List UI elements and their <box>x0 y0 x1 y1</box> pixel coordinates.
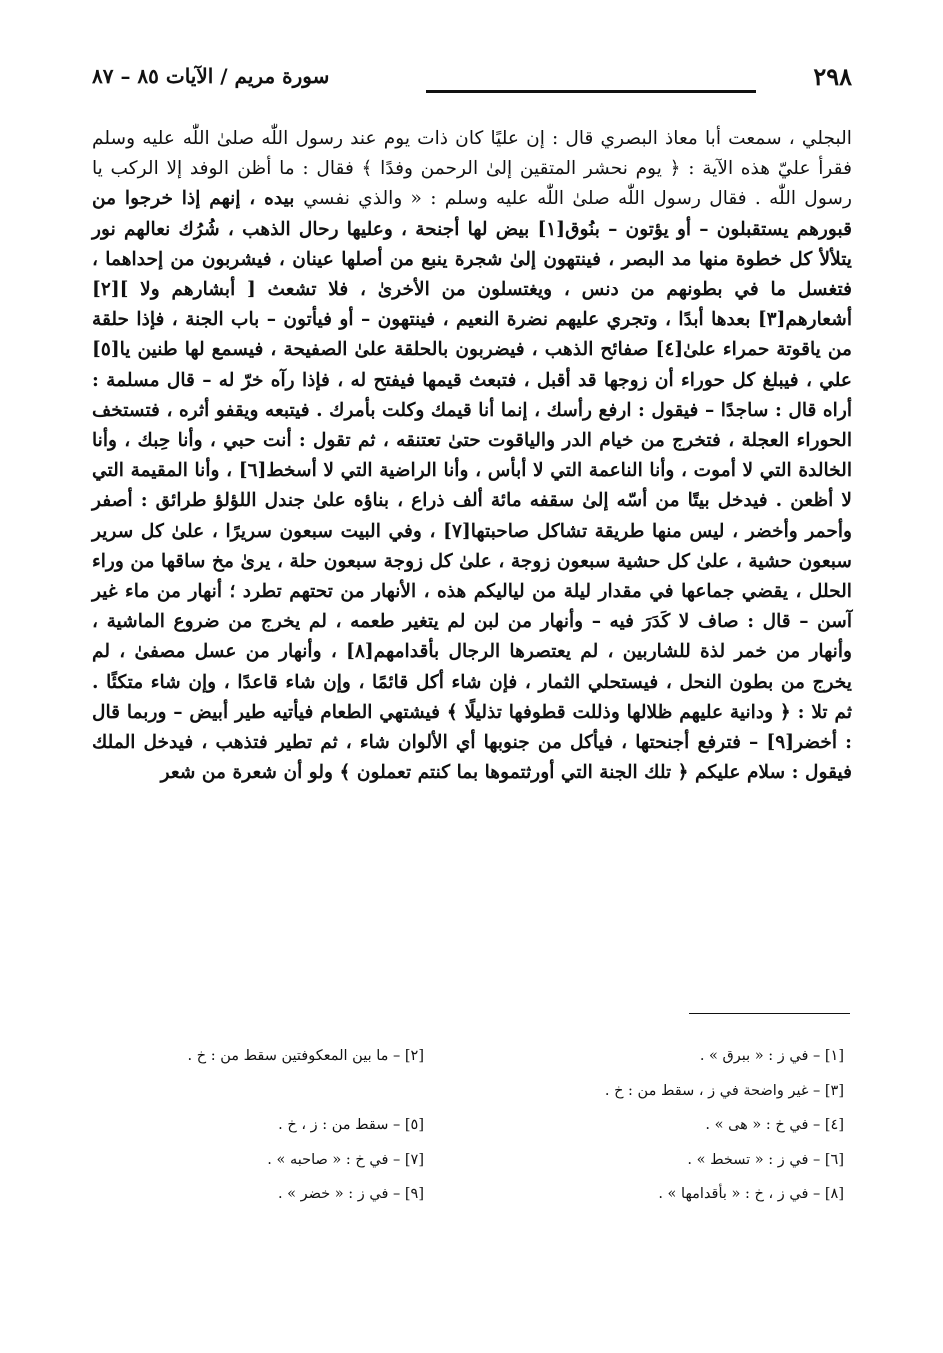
text-line: قائمًا ، وإن شاء قاعدًا ، وإن شاء متكئًا . ثم تلا : ﴿ ودانية عليهم ظلالها وذللت <box>92 671 852 723</box>
footnote: [٣] – غير واضحة في ز ، سقط من : خ . <box>604 1082 844 1099</box>
running-header <box>92 60 852 100</box>
text-line: أجنحتها ، فيأكل من جنوبها أي الألوان شاء ، ثم تطير فتذهب ، فيدخل الملك فيقول : <box>92 732 852 784</box>
header-rule <box>426 90 756 93</box>
text-line: عليه وسلم فقرأ عليّ هذه الآية : ﴿ يوم نحشر المتقين إلىٰ الرحمن وفدًا ﴾ فقال : ما أظن <box>92 128 852 180</box>
text-line: سلام عليكم ﴿ تلك الجنة التي أورثتموها بما كنتم تعملون ﴾ ولو أن شعرة من شعر <box>160 762 786 784</box>
text-line: ويغتسلون من الأخرىٰ ، فلا تشعث [ أبشارهم ولا ][٢] أشعارهم[٣] بعدها أبدًا ، وتجري <box>92 279 852 331</box>
main-text <box>92 124 852 788</box>
text-line: طريقة تشاكل صاحبتها[٧] ، وفي البيت سبعون سريرًا ، علىٰ كل سرير سبعون حشية ، <box>92 520 852 572</box>
footnote-row <box>92 1048 852 1083</box>
text-line: سقفه مائة ألف ذراع ، بناؤه علىٰ جندل اللؤلؤ طرائق : أصفر وأحمر وأخضر ، ليس منها <box>92 490 853 542</box>
text-line: الحلل ، يقضي جماعها في مقدار ليلة من لياليكم هذه ، الأنهار من تحتهم تطرد ؛ أنهار <box>188 581 852 603</box>
footnote: [٢] – ما بين المعكوفتين سقط من : خ . <box>187 1048 424 1064</box>
text-line: وأنهار من عسل مصفىٰ ، لم يخرج من بطون النحل ، فيستحلي الثمار ، فإن شاء أكل <box>92 641 852 693</box>
page-number: ٢٩٨ <box>813 62 852 91</box>
footnote: [٦] – في ز : « تسخط » . <box>687 1151 844 1168</box>
text-line: علىٰ[٤] صفائح الذهب ، فيضربون بالحلقة علىٰ الصفيحة ، فيسمع لها طنين يا[٥] علي ، <box>92 339 852 391</box>
text-line: علىٰ كل حشية سبعون زوجة ، علىٰ كل زوجة سبعون حلة ، يرىٰ مخ ساقها من وراء <box>92 550 730 572</box>
footnote-row <box>92 1117 852 1152</box>
footnote-row <box>92 1186 852 1221</box>
footnotes <box>92 1048 852 1221</box>
text-line: وأنا الراضية التي لا أسخط[٦] ، وأنا المقيمة التي لا أظعن . فيدخل بيتًا من أسّه إلىٰ <box>92 460 852 512</box>
text-line: ويقفو أثره ، فتستخف الحوراء العجلة ، فتخرج من خيام الدر والياقوت حتىٰ تعتنقه ، ثم <box>92 399 852 452</box>
text-line: شجرة ينبع من أصلها عينان ، فيشربون من إحداهما ، فتغسل ما في بطونهم من دنس ، <box>92 248 852 301</box>
footnote: [١] – في ز : « ببرق » . <box>699 1048 844 1064</box>
footnote: [٨] – في ز ، خ : « بأقدامها » . <box>658 1186 844 1202</box>
text-line: مسلمة : أراه قال : ساجدًا – فيقول : ارفع رأسك ، إنما أنا قيمك وكلت بأمرك . فيتبعه <box>92 369 852 421</box>
footnote-separator <box>689 1013 850 1014</box>
surah-title: سورة مريم / الآيات ٨٥ – ٨٧ <box>92 64 330 88</box>
text-line: البجلي ، سمعت أبا معاذ البصري قال : إن عليًا كان ذات يوم عند رسول اللّٰه صلىٰ اللّٰه <box>182 128 852 149</box>
text-line: تقول : أنت حبي ، وأنا حِبك ، وأنا الخالدة التي لا أموت ، وأنا الناعمة التي لا أبأس ، <box>92 430 852 482</box>
footnote: [٤] – في خ : « هى » . <box>705 1117 844 1133</box>
text-line: من ضروع الماشية ، وأنهار من خمر لذة للشاربين ، لم يعتصرها الرجال بأقدامهم[٨] ، <box>92 611 852 663</box>
text-line: من ماء غير آسن – قال : صاف لا كَدَرَ فيه – وأنهار من لبن لم يتغير طعمه ، لم يخرج <box>92 581 853 633</box>
footnote: [٥] – سقط من : ز ، خ . <box>278 1117 424 1133</box>
text-line: الوفد إلا الركب يا رسول اللّٰه . فقال رسول اللّٰه صلىٰ اللّٰه عليه وسلم : « والذي نفسي <box>92 158 852 210</box>
footnote-row <box>92 1083 852 1118</box>
footnote-row <box>92 1152 852 1187</box>
text-line: فيبلغ كل حوراء أن زوجها قد أقبل ، فتبعث قيمها فيفتح له ، فإذا رآه خرّ له – قال <box>166 369 799 391</box>
text-line: عليهم نضرة النعيم ، فينتهون – أو فيأتون – باب الجنة ، فإذا حلقة من ياقوتة حمراء <box>92 309 852 361</box>
footnote: [٧] – في خ : « صاحبه » . <box>267 1151 424 1168</box>
text-line: قطوفها تذليلًا ﴾ فيشتهي الطعام فيأتيه طير أبيض – وربما قال : أخضر[٩] – فترفع <box>92 701 852 754</box>
text-line: وعليها رحال الذهب ، شُرُك نعالهم نور يتلألأ كل خطوة منها مد البصر ، فينتهون إلىٰ <box>92 218 852 270</box>
text-line: بيده ، إنهم إذا خرجوا من قبورهم يستقبلون – أو يؤتون – بنُوق[١] بيض لها أجنحة ، <box>92 188 852 240</box>
footnote: [٩] – في ز : « خضر » . <box>277 1186 424 1202</box>
